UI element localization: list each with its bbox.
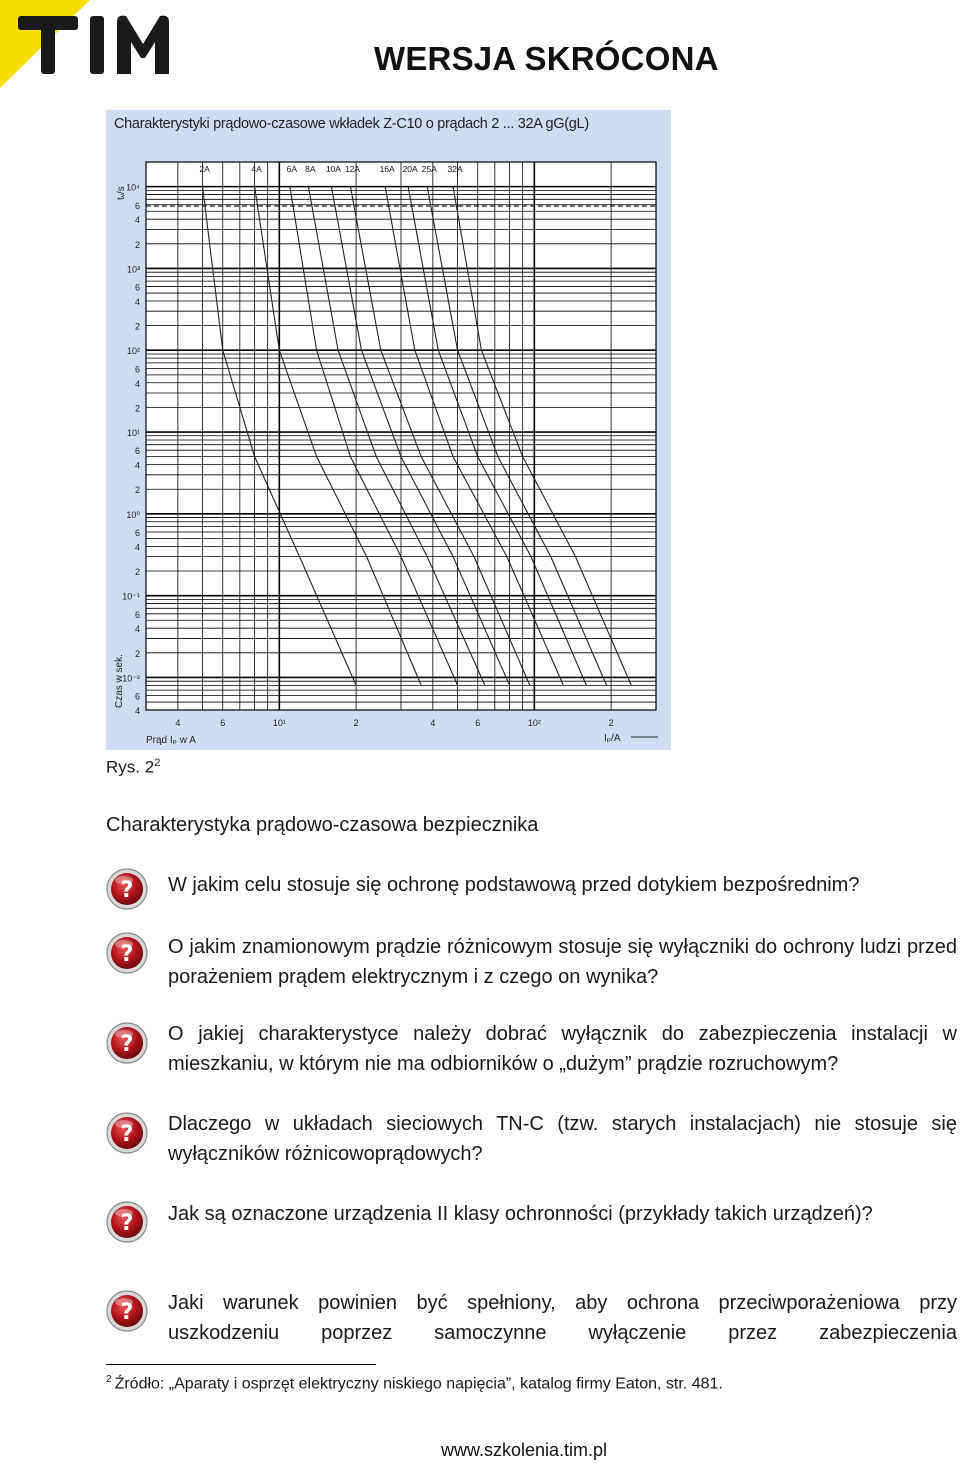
y-tick-label: 6 bbox=[134, 282, 140, 293]
footnote-separator bbox=[106, 1364, 376, 1365]
y-tick-label: 6 bbox=[134, 691, 140, 702]
question-3 bbox=[106, 1022, 956, 1084]
y-tick-label: 10⁰ bbox=[126, 509, 140, 520]
y-tick-label: 10⁻² bbox=[122, 673, 140, 684]
chart-title: Charakterystyki prądowo-czasowe wkładek Z-C10 o prądach 2 ... 32A gG(gL) bbox=[114, 116, 589, 132]
x-tick-label: 6 bbox=[220, 718, 226, 728]
y-tick-label: 2 bbox=[134, 485, 140, 496]
x-tick-label: 4 bbox=[175, 718, 181, 728]
y-tick-label: 10¹ bbox=[126, 428, 140, 439]
y-tick-label: 10² bbox=[126, 346, 140, 357]
curve-label-4A: 4A bbox=[251, 164, 262, 174]
curve-label-8A: 8A bbox=[305, 164, 316, 174]
question-mark-icon bbox=[106, 1290, 148, 1332]
y-tick-label: 4 bbox=[134, 542, 140, 553]
tim-logo bbox=[0, 0, 190, 92]
y-tick-label: 4 bbox=[134, 624, 140, 635]
question-mark-icon bbox=[106, 1022, 148, 1064]
question-2 bbox=[106, 932, 956, 994]
y-tick-label: 6 bbox=[134, 446, 140, 457]
y-tick-label: 4 bbox=[134, 215, 140, 226]
footnote: $^2$ Źródło: „Aparaty i osprzęt elektryczny niskiego napięcia”, katalog firmy Eaton, str. 481. bbox=[106, 1374, 723, 1393]
document-title: WERSJA SKRÓCONA bbox=[374, 40, 719, 77]
x-tick-label: 6 bbox=[475, 718, 481, 728]
x-tick-label: 10² bbox=[527, 718, 541, 728]
x-axis-label-right: Iₚ/A bbox=[604, 733, 621, 744]
x-tick-label: 10¹ bbox=[272, 718, 286, 728]
question-text: O jakiej charakterystyce należy dobrać wyłącznik do zabezpieczenia instalacji w mieszkaniu, w którym nie ma odbiorników o „dużym” prądzie rozruchowym? bbox=[168, 1023, 957, 1075]
question-text: Jaki warunek powinien być spełniony, aby ochrona przeciwporażeniowa przy uszkodzeniu poprzez samoczynne wyłączenie przez zabezpieczenia bbox=[168, 1292, 957, 1344]
y-tick-label: 2 bbox=[134, 321, 140, 332]
question-text: O jakim znamionowym prądzie różnicowym stosuje się wyłączniki do ochrony ludzi przed porażeniem prądem elektrycznym i z czego on wynika? bbox=[168, 936, 957, 988]
curve-label-32A: 32A bbox=[447, 164, 463, 174]
x-tick-label: 2 bbox=[353, 718, 359, 728]
y-tick-label: 4 bbox=[134, 706, 140, 716]
y-tick-label: 4 bbox=[134, 460, 140, 471]
question-mark-icon bbox=[106, 932, 148, 974]
question-text: W jakim celu stosuje się ochronę podstawową przed dotykiem bezpośrednim? bbox=[168, 874, 860, 896]
y-tick-label: 10⁴ bbox=[126, 182, 140, 193]
question-mark-icon bbox=[106, 1112, 148, 1154]
y-axis-label-bottom: Czas w sek. bbox=[114, 654, 125, 708]
y-tick-label: 4 bbox=[134, 296, 140, 307]
y-tick-label: 6 bbox=[134, 527, 140, 538]
y-tick-label: 2 bbox=[134, 648, 140, 659]
question-4 bbox=[106, 1112, 956, 1174]
figure-caption: Charakterystyka prądowo-czasowa bezpiecznika bbox=[106, 814, 539, 836]
y-axis-label-top: tᵥ/s bbox=[116, 186, 127, 200]
question-text: Jak są oznaczone urządzenia II klasy ochronności (przykłady takich urządzeń)? bbox=[168, 1203, 873, 1225]
question-mark-icon bbox=[106, 1201, 148, 1243]
curve-label-2A: 2A bbox=[199, 164, 210, 174]
y-tick-label: 6 bbox=[134, 609, 140, 620]
x-tick-label: 4 bbox=[430, 718, 436, 728]
question-text: Dlaczego w układach sieciowych TN-C (tzw. starych instalacjach) nie stosuje się wyłączników różnicowoprądowych? bbox=[168, 1113, 957, 1165]
question-1 bbox=[106, 868, 956, 910]
fuse-characteristics-chart bbox=[106, 110, 671, 750]
y-tick-label: 10³ bbox=[126, 264, 140, 275]
y-tick-label: 4 bbox=[134, 378, 140, 389]
y-tick-label: 6 bbox=[134, 364, 140, 375]
y-tick-label: 2 bbox=[134, 403, 140, 414]
curve-label-6A: 6A bbox=[286, 164, 298, 174]
x-tick-label: 2 bbox=[608, 718, 614, 728]
question-6 bbox=[106, 1290, 956, 1352]
y-tick-label: 6 bbox=[134, 200, 140, 211]
curve-label-16A: 16A bbox=[379, 164, 395, 174]
x-axis-label-left: Prąd Iₚ w A bbox=[146, 735, 196, 746]
y-tick-label: 2 bbox=[134, 567, 140, 578]
question-mark-icon bbox=[106, 868, 148, 910]
footer-url[interactable]: www.szkolenia.tim.pl bbox=[441, 1440, 608, 1460]
curve-label-25A: 25A bbox=[421, 164, 437, 174]
y-tick-label: 10⁻¹ bbox=[122, 591, 140, 602]
question-5 bbox=[106, 1201, 956, 1263]
curve-label-12A: 12A bbox=[344, 164, 360, 174]
y-tick-label: 2 bbox=[134, 239, 140, 250]
curve-label-20A: 20A bbox=[402, 164, 418, 174]
curve-label-10A: 10A bbox=[325, 164, 341, 174]
figure-label: Rys. $2^2$ bbox=[106, 757, 161, 777]
